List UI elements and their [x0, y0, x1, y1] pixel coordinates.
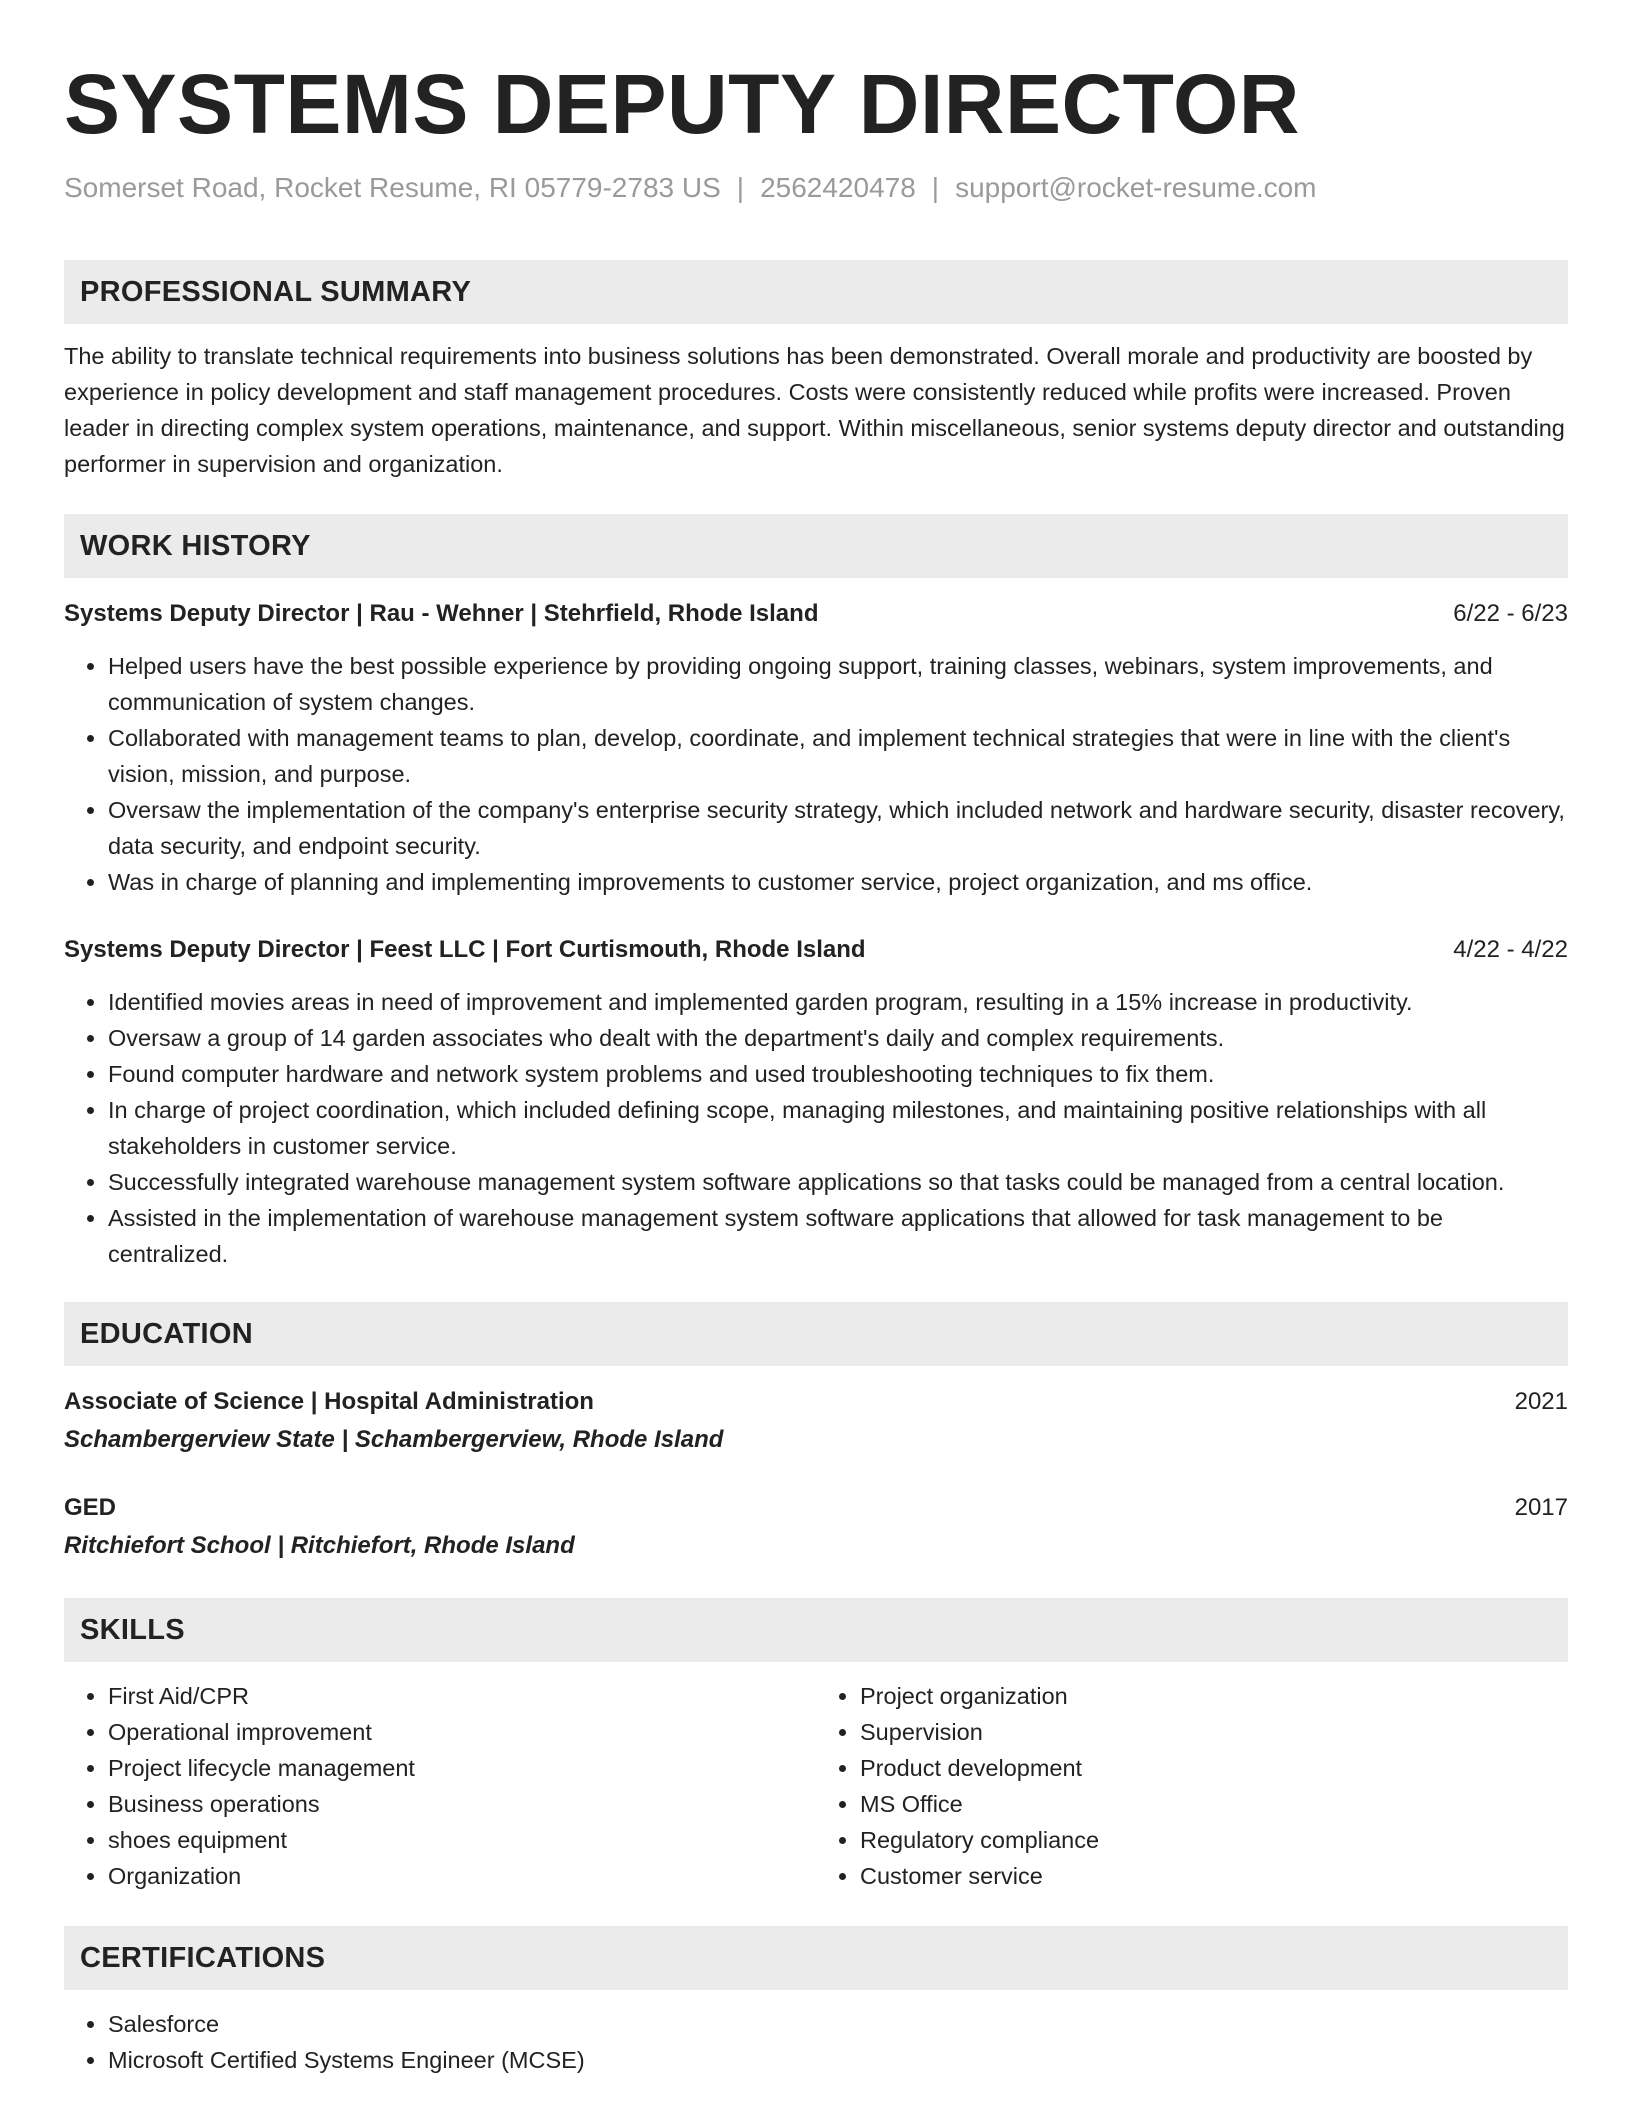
skill-item: • Product development [860, 1750, 1568, 1786]
certification-item: • Microsoft Certified Systems Engineer (MCSE) [108, 2042, 1568, 2078]
skills-grid [64, 1678, 1568, 1894]
education-degree: Associate of Science | Hospital Administration [64, 1388, 594, 1415]
job-entry [64, 932, 1568, 1272]
contact-line [64, 170, 1568, 206]
job-entry [64, 596, 1568, 900]
education-school: Ritchiefort School | Ritchiefort, Rhode Island [64, 1532, 575, 1559]
section-header-skills: SKILLS [64, 1598, 1568, 1662]
skill-item: • First Aid/CPR [108, 1678, 816, 1714]
job-bullet: • Helped users have the best possible experience by providing ongoing support, training classes, webinars, system improvements, and communication of system changes. [108, 648, 1568, 720]
skill-item: • Supervision [860, 1714, 1568, 1750]
summary-text: The ability to translate technical requirements into business solutions has been demonstrated. Overall morale and productivity are boosted by experience in policy development and staff management procedures. Costs were consistently reduced while profits were increased. Proven leader in directing complex system operations, maintenance, and support. Within miscellaneous, senior systems deputy director and outstanding performer in supervision and organization. [64, 343, 1565, 477]
job-dates: 4/22 - 4/22 [1453, 936, 1568, 963]
skill-item: • MS Office [860, 1786, 1568, 1822]
certifications-list [64, 2006, 1568, 2078]
education-entry [64, 1384, 1568, 1460]
job-dates: 6/22 - 6/23 [1453, 600, 1568, 627]
job-bullet: • Collaborated with management teams to plan, develop, coordinate, and implement technical strategies that were in line with the client's vision, mission, and purpose. [108, 720, 1568, 792]
resume-page [64, 0, 1568, 2078]
section-header-education: EDUCATION [64, 1302, 1568, 1366]
education-school: Schambergerview State | Schambergerview, Rhode Island [64, 1426, 724, 1453]
education-year: 2017 [1514, 1494, 1568, 1521]
job-bullet: • Identified movies areas in need of improvement and implemented garden program, resulting in a 15% increase in productivity. [108, 984, 1568, 1020]
skill-item: • Organization [108, 1858, 816, 1894]
education-degree: GED [64, 1494, 117, 1521]
job-header [64, 932, 1568, 968]
contact-address: Somerset Road, Rocket Resume, RI 05779-2783 US [64, 172, 721, 203]
job-bullet: • Assisted in the implementation of warehouse management system software applications that allowed for task management to be centralized. [108, 1200, 1568, 1272]
education-entry [64, 1490, 1568, 1566]
job-bullet: • Successfully integrated warehouse management system software applications so that tasks could be managed from a central location. [108, 1164, 1568, 1200]
job-bullet: • Found computer hardware and network system problems and used troubleshooting techniques to fix them. [108, 1056, 1568, 1092]
job-bullet: • Oversaw a group of 14 garden associates who dealt with the department's daily and complex requirements. [108, 1020, 1568, 1056]
skills-list-right [816, 1678, 1568, 1894]
skill-item: • Operational improvement [108, 1714, 816, 1750]
skill-item: • Regulatory compliance [860, 1822, 1568, 1858]
skill-item: • shoes equipment [108, 1822, 816, 1858]
section-header-summary: PROFESSIONAL SUMMARY [64, 260, 1568, 324]
education-header [64, 1384, 1568, 1420]
job-bullet: • In charge of project coordination, which included defining scope, managing milestones, and maintaining positive relationships with all stakeholders in customer service. [108, 1092, 1568, 1164]
section-header-work-history: WORK HISTORY [64, 514, 1568, 578]
education-year: 2021 [1514, 1388, 1568, 1415]
certification-item: • Salesforce [108, 2006, 1568, 2042]
skill-item: • Customer service [860, 1858, 1568, 1894]
skills-list-left [64, 1678, 816, 1894]
job-bullet: • Was in charge of planning and implementing improvements to customer service, project organization, and ms office. [108, 864, 1568, 900]
skill-item: • Project lifecycle management [108, 1750, 816, 1786]
job-bullet: • Oversaw the implementation of the company's enterprise security strategy, which included network and hardware security, disaster recovery, data security, and endpoint security. [108, 792, 1568, 864]
job-bullets [64, 648, 1568, 900]
job-header [64, 596, 1568, 632]
skill-item: • Project organization [860, 1678, 1568, 1714]
education-header [64, 1490, 1568, 1526]
job-title: Systems Deputy Director | Rau - Wehner | Stehrfield, Rhode Island [64, 600, 819, 627]
contact-email: support@rocket-resume.com [955, 172, 1317, 203]
section-header-certifications: CERTIFICATIONS [64, 1926, 1568, 1990]
contact-phone: 2562420478 [760, 172, 916, 203]
resume-title: SYSTEMS DEPUTY DIRECTOR [64, 57, 1300, 151]
contact-separator: | [931, 172, 940, 203]
skill-item: • Business operations [108, 1786, 816, 1822]
job-bullets [64, 984, 1568, 1272]
contact-separator: | [736, 172, 745, 203]
job-title: Systems Deputy Director | Feest LLC | Fort Curtismouth, Rhode Island [64, 936, 866, 963]
